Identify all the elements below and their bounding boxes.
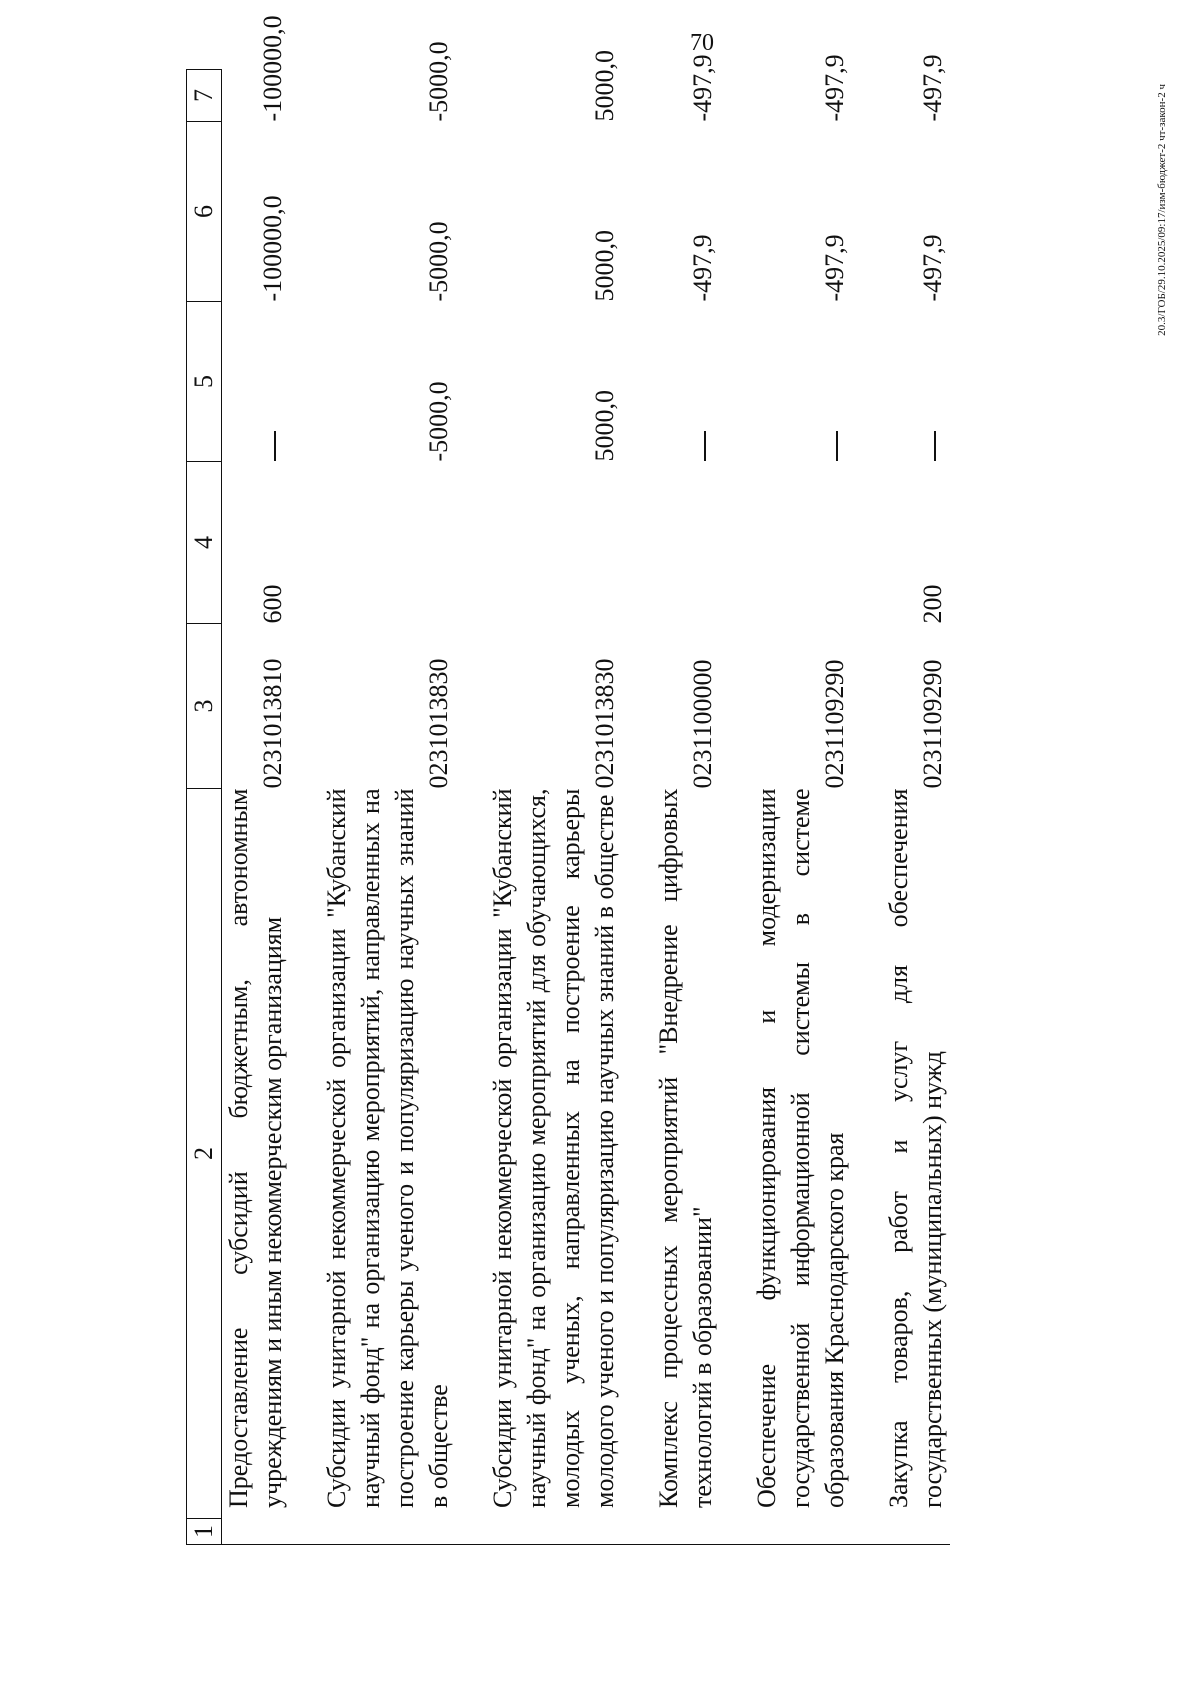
dash-mark: [836, 432, 838, 462]
row-col7: -100000,0: [258, 15, 287, 122]
row-col7: -5000,0: [424, 41, 453, 122]
row-col6: -5000,0: [424, 221, 453, 302]
row-name: Субсидии унитарной некоммерческой организации "Кубанский научный фонд" на организацию мероприятий для обучающихся, молодых ученых, направленных на построение карьеры молодого ученого и популяризацию научных знаний в обществе: [486, 789, 622, 1545]
header-col-7: 7: [187, 70, 222, 122]
row-col5-dash: [882, 302, 950, 462]
row-type: [652, 462, 720, 624]
table-row: [652, 70, 720, 1545]
row-code: 0231013830: [424, 658, 453, 789]
row-col6: -497,9: [688, 234, 717, 302]
header-col-5: 5: [187, 302, 222, 462]
header-col-6: 6: [187, 122, 222, 302]
row-code: 0231100000: [688, 659, 717, 789]
dash-mark: [274, 432, 276, 462]
header-col-1: 1: [187, 1519, 222, 1545]
row-code: 0231013810: [258, 658, 287, 789]
row-name: Предоставление субсидий бюджетным, автономным учреждениям и иным некоммерческим организациям: [222, 789, 291, 1545]
row-name: Закупка товаров, работ и услуг для обеспечения государственных (муниципальных) нужд: [882, 789, 950, 1545]
row-col5-dash: [652, 302, 720, 462]
row-code: 0231109290: [918, 659, 947, 789]
row-type: [750, 462, 852, 624]
table-row: [486, 70, 622, 1545]
row-col5: -5000,0: [424, 381, 453, 462]
table-row: [320, 70, 456, 1545]
row-col7: 5000,0: [590, 50, 619, 122]
row-col5-dash: [222, 302, 291, 462]
table-row: [750, 70, 852, 1545]
dash-mark: [704, 432, 706, 462]
row-col5: 5000,0: [590, 390, 619, 462]
row-type: [486, 462, 622, 624]
table-row: [222, 70, 291, 1545]
header-col-2: 2: [187, 789, 222, 1519]
row-code: 0231013830: [590, 658, 619, 789]
row-type: 200: [918, 584, 947, 624]
header-col-4: 4: [187, 462, 222, 624]
document-footer-code: 20.3/ГОБ/29.10.2025/09:17/изм-бюджет-2 чт-закон-2 ч: [1156, 84, 1168, 336]
row-col6: -100000,0: [258, 195, 287, 302]
dash-mark: [934, 432, 936, 462]
header-col-3: 3: [187, 624, 222, 789]
row-type: 600: [258, 584, 287, 624]
row-code: 0231109290: [820, 659, 849, 789]
row-name: Комплекс процессных мероприятий "Внедрение цифровых технологий в образовании": [652, 789, 720, 1545]
row-name: Обеспечение функционирования и модернизации государственной информационной системы в системе образования Краснодарского края: [750, 789, 852, 1545]
table-header-row: [187, 70, 222, 1545]
row-col6: 5000,0: [590, 230, 619, 302]
row-col7: -497,9: [918, 54, 947, 122]
row-col7: -497,9: [688, 54, 717, 122]
table-row: [882, 70, 950, 1545]
row-type: [320, 462, 456, 624]
row-col5-dash: [750, 302, 852, 462]
page-number: 70: [690, 30, 714, 56]
row-name: Субсидии унитарной некоммерческой организации "Кубанский научный фонд" на организацию мероприятий, направленных на построение карьеры ученого и популяризацию научных знаний в обществе: [320, 789, 456, 1545]
row-col7: -497,9: [820, 54, 849, 122]
row-col6: -497,9: [820, 234, 849, 302]
row-col6: -497,9: [918, 234, 947, 302]
